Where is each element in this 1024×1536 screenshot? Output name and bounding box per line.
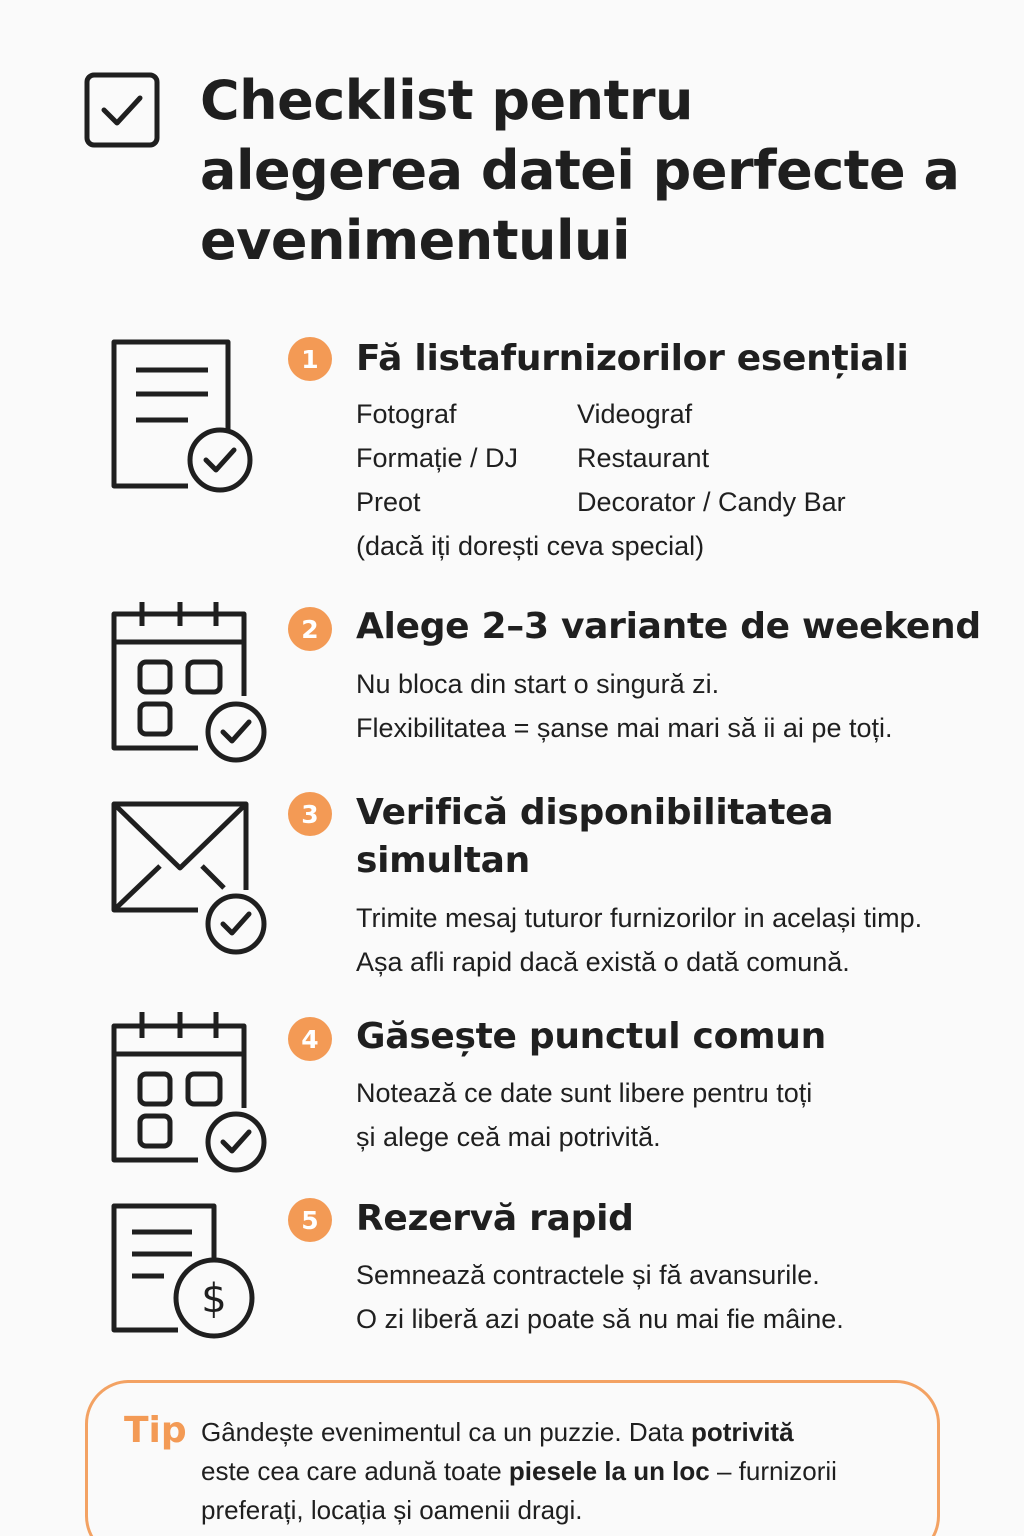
step-number-badge: 3 — [288, 792, 332, 836]
vendor-item: Videograf — [577, 399, 693, 429]
step-title: simultan — [356, 840, 530, 881]
vendor-item: Fotograf — [356, 399, 457, 429]
step-title: Verifică disponibilitatea — [356, 792, 834, 833]
tip-text-segment: este cea care adună toate — [201, 1456, 509, 1486]
tip-text — [201, 1452, 837, 1491]
tip-text: preferați, locația și oamenii dragi. — [201, 1495, 583, 1525]
vendor-item: Restaurant — [577, 443, 710, 473]
step-text: Trimite mesaj tuturor furnizorilor in același timp. — [356, 903, 923, 933]
step-title: Fă listafurnizorilor esențiali — [356, 338, 909, 379]
step-text: Nu bloca din start o singură zi. — [356, 669, 720, 699]
document-check-icon — [108, 336, 270, 496]
checkbox-checked-icon — [84, 72, 160, 148]
tip-emphasis: piesele la un loc — [508, 1456, 710, 1486]
calendar-check-icon — [108, 1010, 270, 1176]
step-title: Alege 2–3 variante de weekend — [356, 606, 981, 647]
step-text: O zi liberă azi poate să nu mai fie mâine. — [356, 1304, 844, 1334]
tip-text-segment: Gândește evenimentul ca un puzzie. Data — [201, 1417, 691, 1447]
step-number-badge: 2 — [288, 607, 332, 651]
step-number-badge: 5 — [288, 1198, 332, 1242]
page-title: Checklist pentru alegerea datei perfecte a evenimentului — [200, 69, 960, 272]
contract-dollar-icon — [108, 1202, 270, 1342]
vendor-item: Preot — [356, 487, 421, 517]
step-text: Flexibilitatea = șanse mai mari să ii ai pe toți. — [356, 713, 893, 743]
vendor-item: Formație / DJ — [356, 443, 519, 473]
step-text: și alege ceă mai potrivită. — [356, 1122, 661, 1152]
tip-text-segment: – furnizorii — [709, 1456, 837, 1486]
step-title: Găsește punctul comun — [356, 1016, 826, 1057]
tip-label: Tip — [124, 1410, 187, 1451]
step-number-badge: 1 — [288, 337, 332, 381]
step-note: (dacă iți dorești ceva special) — [356, 531, 705, 561]
step-number-badge: 4 — [288, 1017, 332, 1061]
step-text: Notează ce date sunt libere pentru toți — [356, 1078, 813, 1108]
step-title: Rezervă rapid — [356, 1198, 634, 1239]
tip-emphasis: potrivită — [690, 1417, 794, 1447]
envelope-check-icon — [108, 798, 270, 958]
tip-text — [201, 1413, 794, 1452]
calendar-check-icon — [108, 600, 270, 766]
vendor-item: Decorator / Candy Bar — [577, 487, 846, 517]
step-text: Așa afli rapid dacă există o dată comună. — [356, 947, 850, 977]
step-text: Semnează contractele și fă avansurile. — [356, 1260, 820, 1290]
svg-text:$: $ — [201, 1276, 227, 1322]
